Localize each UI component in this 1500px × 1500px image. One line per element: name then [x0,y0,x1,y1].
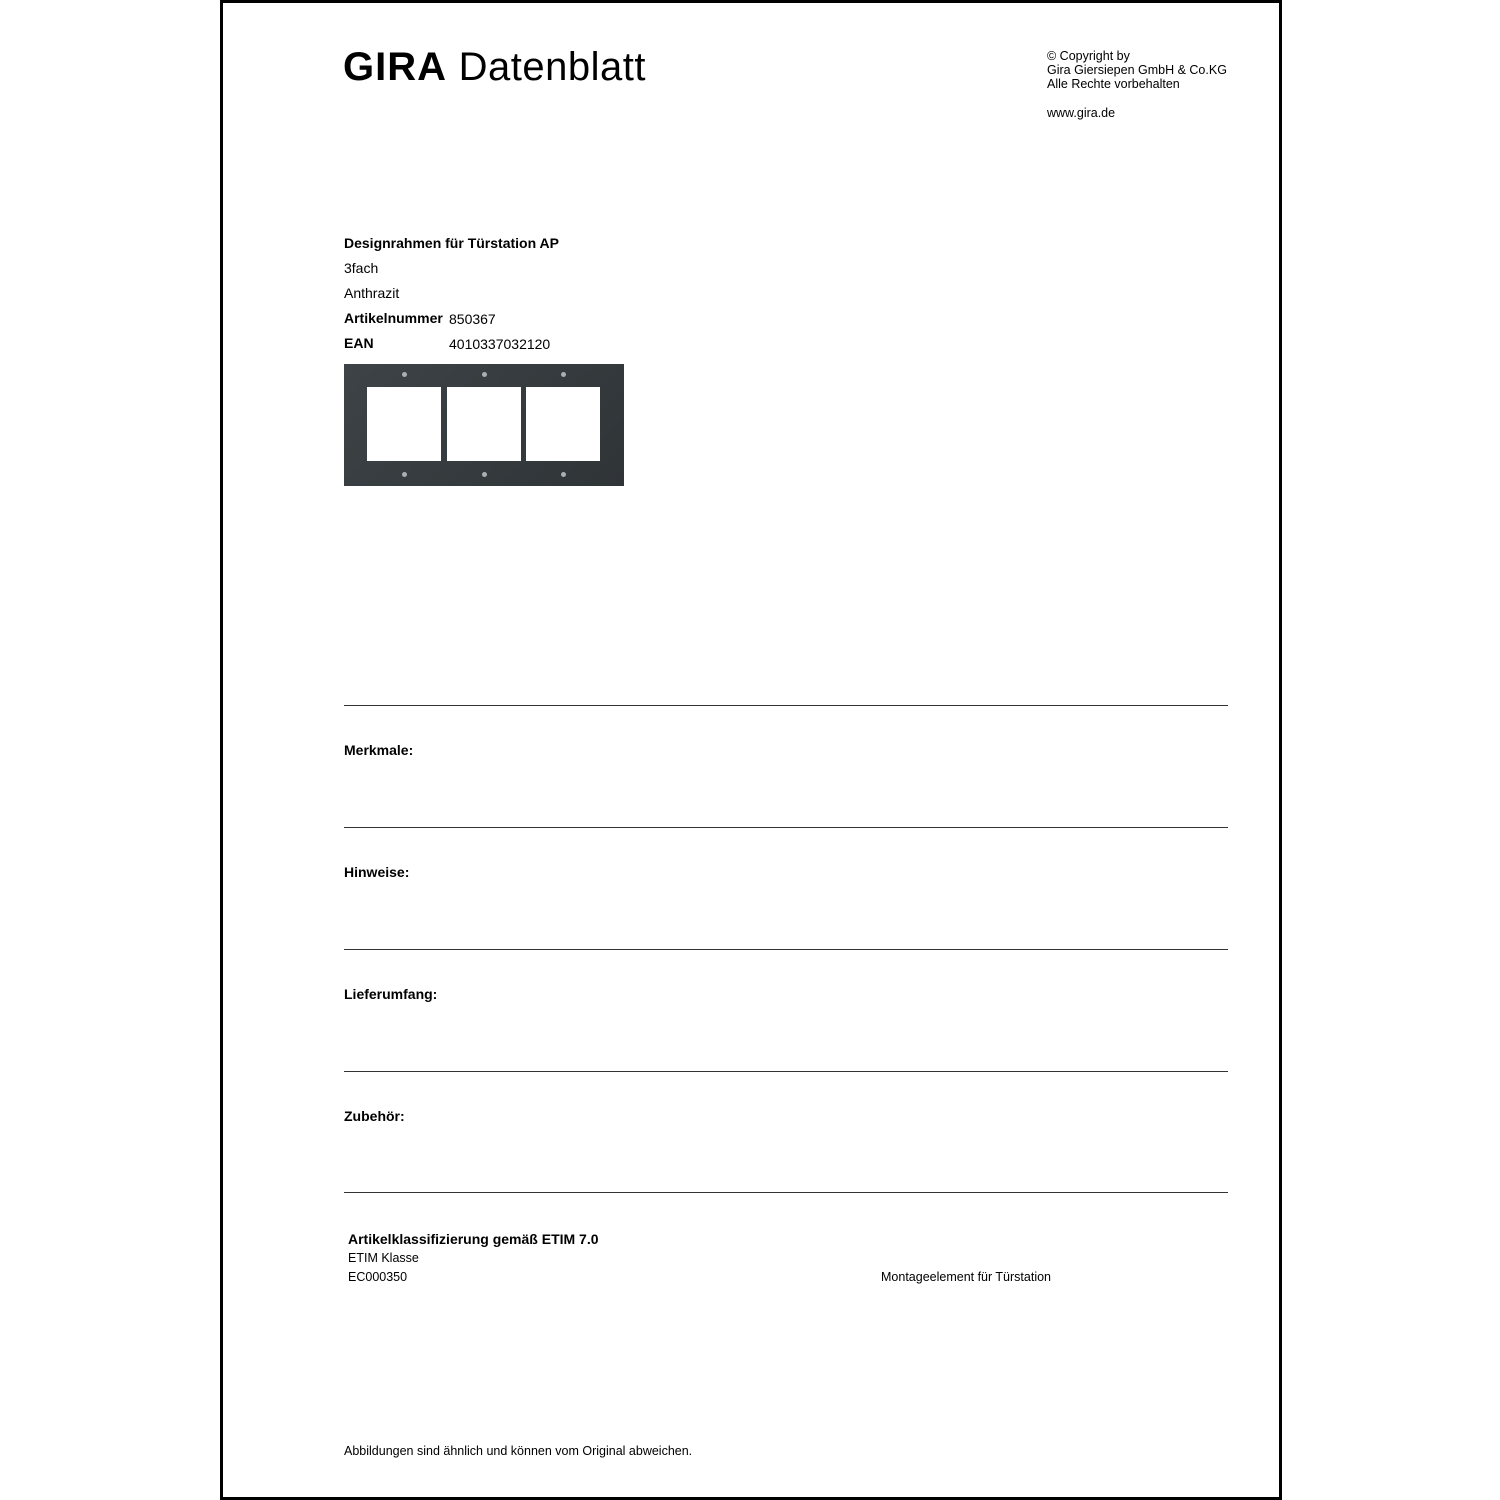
section-lieferumfang: Lieferumfang: [344,986,438,1002]
etim-title: Artikelklassifizierung gemäß ETIM 7.0 [348,1231,599,1247]
footer-note: Abbildungen sind ähnlich und können vom Original abweichen. [344,1444,693,1458]
etim-description: Montageelement für Türstation [881,1270,1052,1284]
article-number: 850367 [449,311,496,327]
product-image [344,364,624,486]
product-variant: 3fach [344,260,379,276]
product-name: Designrahmen für Türstation AP [344,235,559,251]
etim-header: ETIM Klasse [348,1251,419,1265]
article-label: Artikelnummer [344,310,443,326]
logo: GIRA Datenblatt [343,45,646,89]
divider [344,827,1228,828]
divider [344,1071,1228,1072]
product-color: Anthrazit [344,285,400,301]
divider [344,1192,1228,1193]
ean-value: 4010337032120 [449,336,551,352]
website-link[interactable]: www.gira.de [1047,106,1116,120]
copyright-line: Alle Rechte vorbehalten [1047,77,1180,91]
copyright-line: © Copyright by [1047,49,1130,63]
section-merkmale: Merkmale: [344,742,414,758]
copyright-line: Gira Giersiepen GmbH & Co.KG [1047,63,1227,77]
section-hinweise: Hinweise: [344,864,410,880]
etim-code: EC000350 [348,1270,408,1284]
ean-label: EAN [344,335,374,351]
section-zubehoer: Zubehör: [344,1108,405,1124]
divider [344,705,1228,706]
divider [344,949,1228,950]
